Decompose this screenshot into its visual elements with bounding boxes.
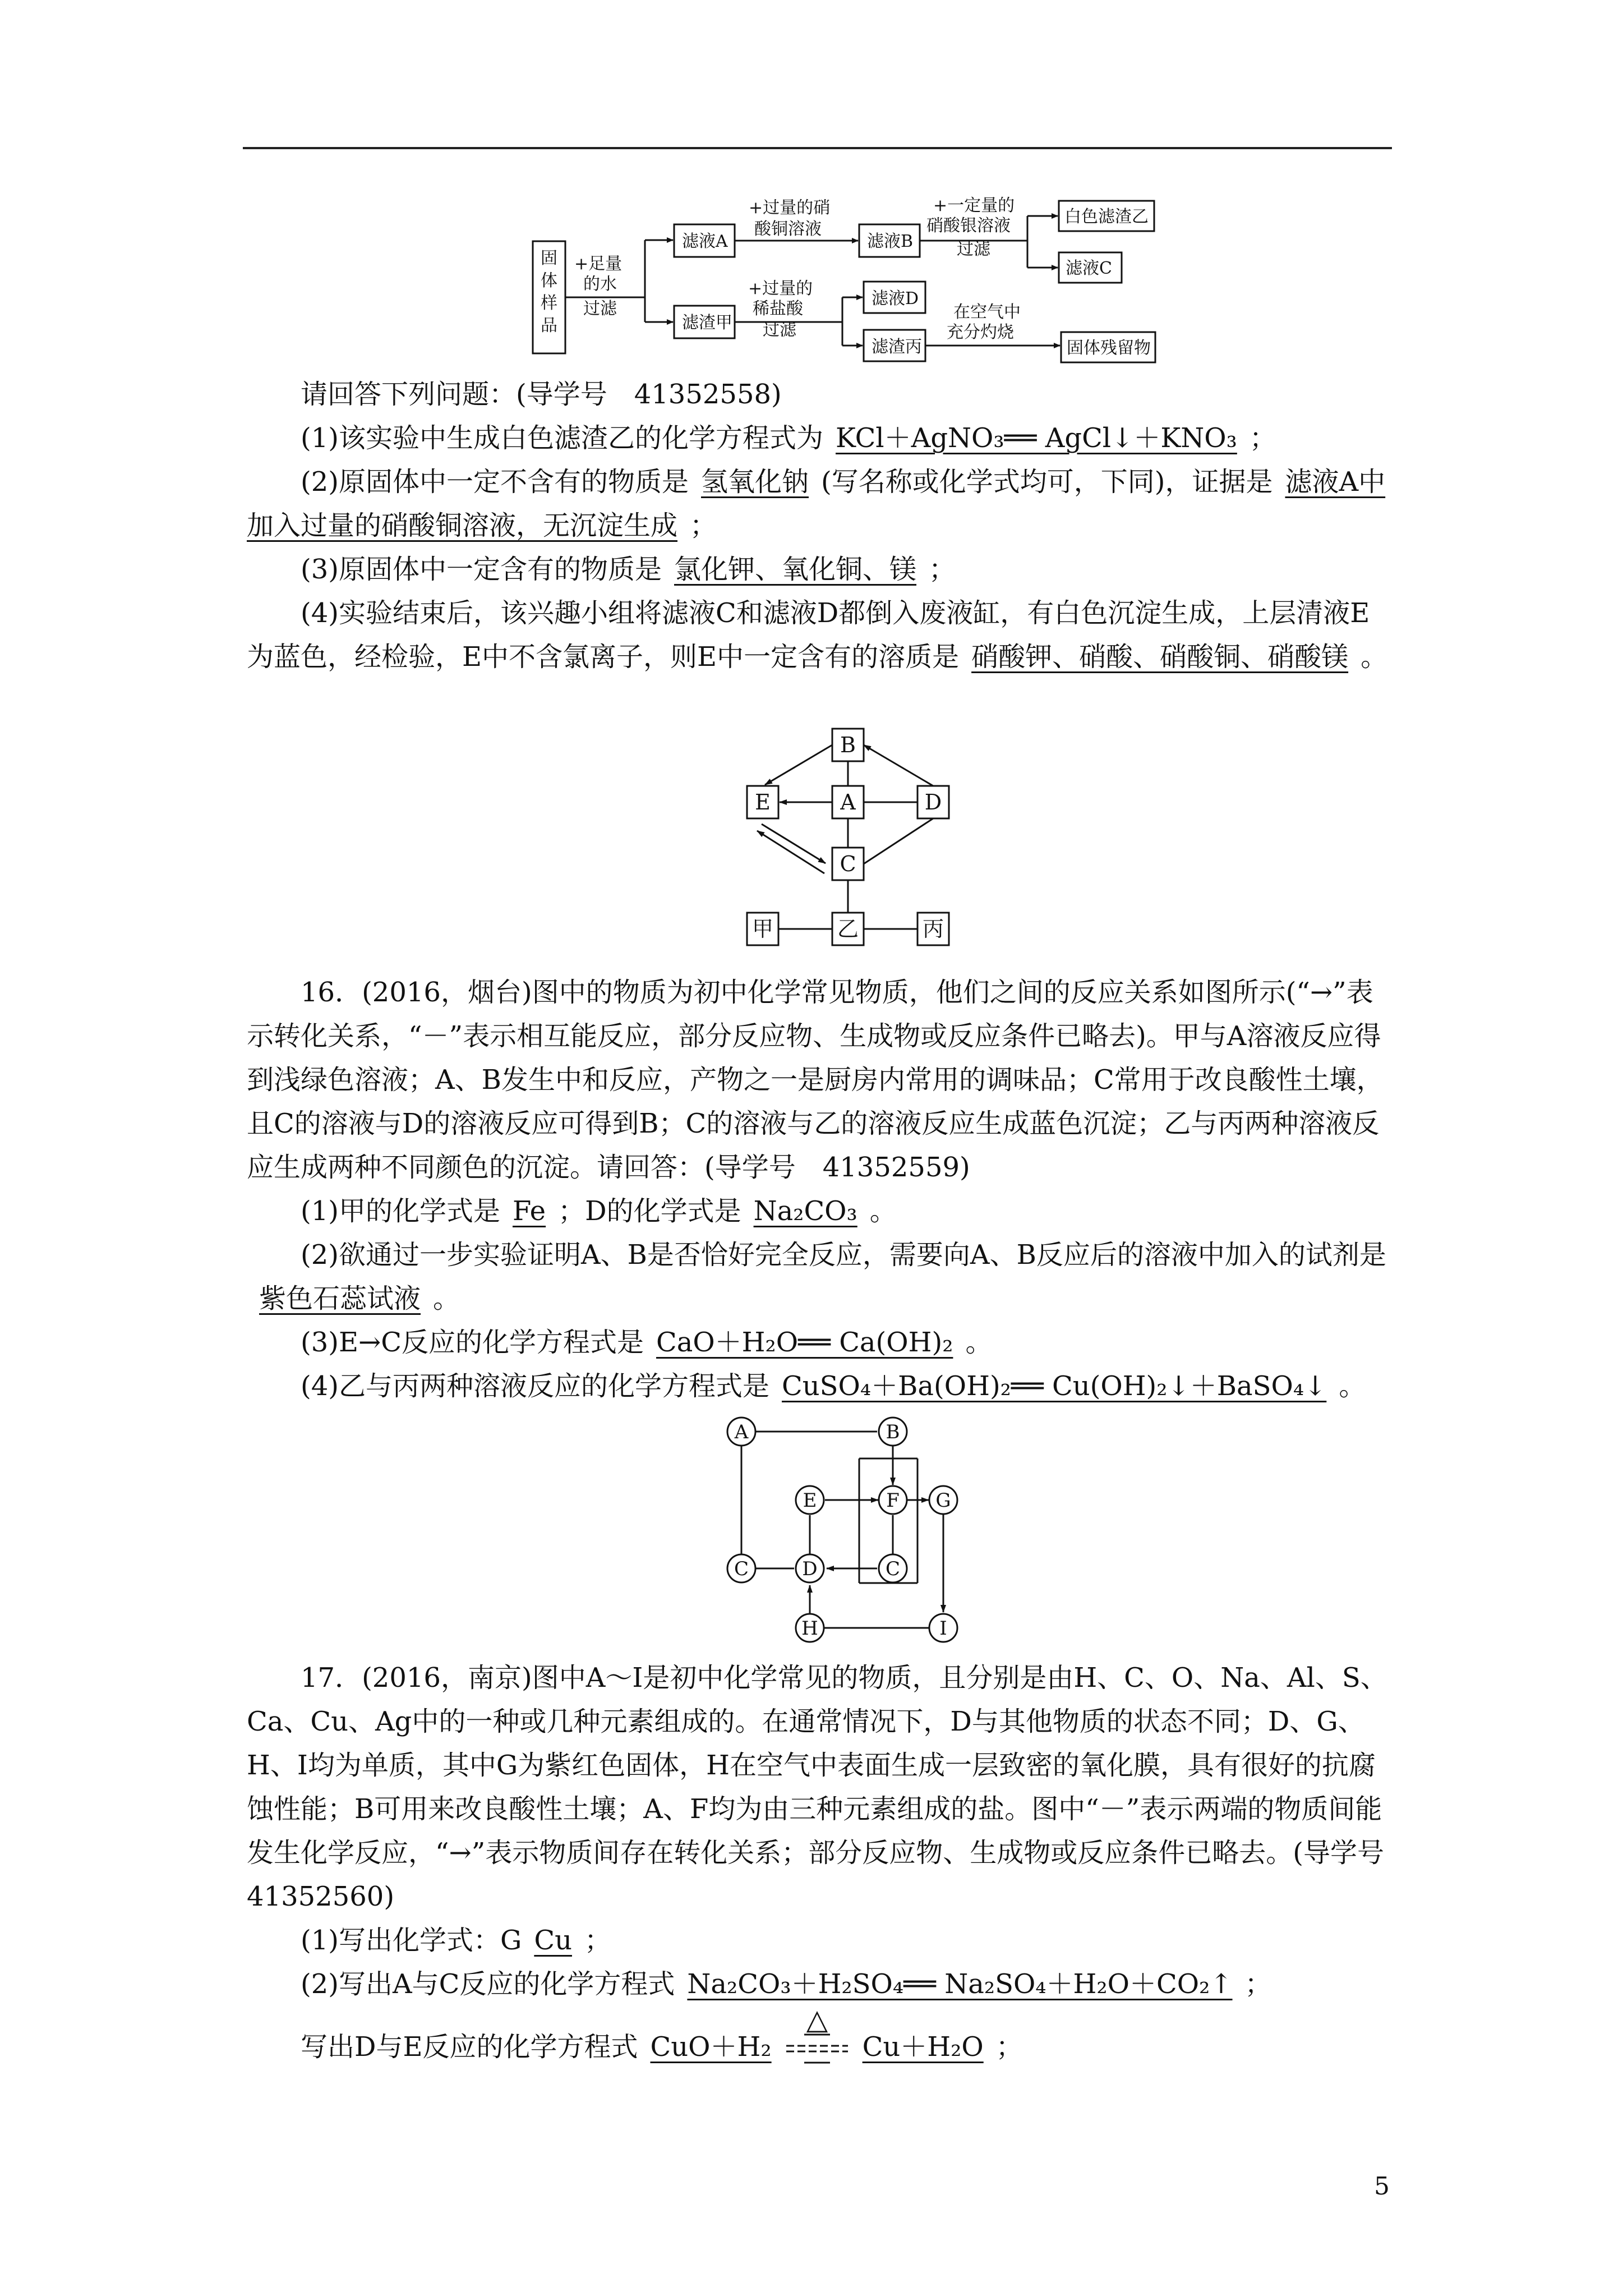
- q17-part3: 写出D与E反应的化学方程式 CuO＋H₂ △ Cu＋H₂O ；: [247, 2025, 1391, 2069]
- q16-relation-diagram: [740, 726, 965, 962]
- step4-line1: +过量的: [748, 279, 813, 298]
- answer-blank: KCl＋AgNO₃══ AgCl↓＋KNO₃: [836, 422, 1237, 454]
- residue-yi-label: 白色滤渣乙: [1064, 207, 1149, 227]
- q15-block: [247, 372, 1391, 679]
- q16-part3: (3)E→C反应的化学方程式是 CaO＋H₂O══ Ca(OH)₂ 。: [301, 1327, 993, 1358]
- answer-blank: 氢氧化钠: [701, 466, 809, 498]
- node-e: E: [803, 1489, 817, 1512]
- node-b: B: [886, 1421, 900, 1443]
- q15-part3: (3)原固体中一定含有的物质是 氯化钾、氧化铜、镁 ；: [301, 554, 956, 585]
- node-c-left: C: [734, 1558, 749, 1580]
- node-yi: 乙: [837, 917, 859, 941]
- node-bing: 丙: [922, 917, 944, 941]
- q16-part1: (1)甲的化学式是 Fe ；D的化学式是 Na₂CO₃ 。: [301, 1195, 897, 1227]
- q15-prompt: 请回答下列问题：(导学号 41352558): [301, 379, 782, 410]
- step1-line3: 过滤: [583, 299, 617, 319]
- node-g: G: [935, 1489, 951, 1512]
- step5-line2: 充分灼烧: [947, 323, 1014, 342]
- step2-line1: +过量的硝: [749, 198, 831, 218]
- node-a: A: [840, 790, 856, 815]
- answer-blank: Fe: [513, 1195, 546, 1227]
- filtrate-a-label: 滤液A: [682, 232, 728, 251]
- node-f: F: [886, 1489, 900, 1512]
- residue-bing-label: 滤渣丙: [872, 337, 922, 357]
- filtrate-b-label: 滤液B: [867, 232, 914, 251]
- answer-blank: Na₂CO₃: [753, 1195, 857, 1227]
- q15-part2: (2)原固体中一定不含有的物质是 氢氧化钠 (写名称或化学式均可，下同)，证据是 滤液A中加入过量的硝酸铜溶液，无沉淀生成 ；: [247, 466, 1386, 541]
- q16-stem: 16．(2016，烟台)图中的物质为初中化学常见物质，他们之间的反应关系如图所示(“→”表示转化关系，“－”表示相互能反应，部分反应物、生成物或反应条件已略去)。甲与A溶液反应得到浅绿色溶液；A、B发生中和反应，产物之一是厨房内常用的调味品；C常用于改良酸性土壤，且C的溶液与D的溶液反应可得到B；C的溶液与乙的溶液反应生成蓝色沉淀；乙与丙两种溶液反应生成两种不同颜色的沉淀。请回答：(导学号 41352559): [247, 977, 1384, 1183]
- answer-blank: CuO＋H₂: [650, 2031, 772, 2063]
- step4-line2: 稀盐酸: [753, 299, 803, 319]
- step5-line1: 在空气中: [953, 302, 1021, 322]
- step2-line2: 酸铜溶液: [754, 219, 822, 239]
- step3-line2: 硝酸银溶液: [926, 216, 1011, 236]
- node-d: D: [924, 790, 942, 815]
- step4-line3: 过滤: [763, 320, 796, 340]
- step1-line1: +足量: [574, 254, 623, 274]
- answer-blank: 硝酸钾、硝酸、硝酸铜、硝酸镁: [971, 641, 1349, 673]
- filtrate-c-label: 滤液C: [1066, 259, 1112, 278]
- solid-residue-label: 固体残留物: [1067, 338, 1151, 358]
- q17-block: [247, 1656, 1412, 2069]
- q15-part4: (4)实验结束后，该兴趣小组将滤液C和滤液D都倒入废液缸，有白色沉淀生成，上层清液E为蓝色，经检验，E中不含氯离子，则E中一定含有的溶质是 硝酸钾、硝酸、硝酸铜、硝酸镁 。: [247, 597, 1388, 673]
- answer-blank: Na₂CO₃＋H₂SO₄══ Na₂SO₄＋H₂O＋CO₂↑: [687, 1968, 1233, 2000]
- q17-part1: (1)写出化学式：G Cu ；: [301, 1925, 611, 1956]
- step3-line3: 过滤: [957, 240, 990, 259]
- node-e: E: [755, 790, 771, 815]
- q16-block: [247, 970, 1391, 1408]
- q17-stem: 17．(2016，南京)图中A～I是初中化学常见的物质，且分别是由H、C、O、Na、Al、S、Ca、Cu、Ag中的一种或几种元素组成的。在通常情况下，D与其他物质的状态不同；D、G、H、I均为单质，其中G为紫红色固体，H在空气中表面生成一层致密的氧化膜，具有很好的抗腐蚀性能；B可用来改良酸性土壤；A、F均为由三种元素组成的盐。图中“－”表示两端的物质间能发生化学反应，“→”表示物质间存在转化关系；部分反应物、生成物或反应条件已略去。(导学号 41352560): [247, 1662, 1412, 1912]
- node-a: A: [734, 1421, 749, 1443]
- answer-blank: Cu＋H₂O: [862, 2031, 984, 2063]
- q17-relation-diagram: [725, 1415, 983, 1650]
- experiment-flowchart: [527, 185, 1178, 376]
- answer-blank: 紫色石蕊试液: [259, 1283, 421, 1314]
- node-d: D: [802, 1558, 818, 1580]
- residue-jia-label: 滤渣甲: [682, 313, 732, 333]
- filtrate-d-label: 滤液D: [872, 289, 919, 309]
- solid-sample-label: 固体样品: [541, 249, 557, 335]
- node-c: C: [840, 852, 856, 876]
- answer-blank: Cu: [534, 1925, 572, 1956]
- answer-blank: 滤液A中加入过量的硝酸铜溶液，无沉淀生成: [247, 466, 1386, 541]
- answer-blank: CuSO₄＋Ba(OH)₂══ Cu(OH)₂↓＋BaSO₄↓: [782, 1370, 1327, 1402]
- q16-part4: (4)乙与丙两种溶液反应的化学方程式是 CuSO₄＋Ba(OH)₂══ Cu(OH)₂↓＋BaSO₄↓ 。: [301, 1370, 1366, 1402]
- step1-line2: 的水: [583, 274, 617, 294]
- step3-line1: +一定量的: [933, 196, 1015, 215]
- answer-blank: CaO＋H₂O══ Ca(OH)₂: [656, 1327, 953, 1358]
- node-c-right: C: [885, 1558, 901, 1580]
- node-h: H: [801, 1617, 818, 1640]
- node-i: I: [939, 1617, 947, 1640]
- q15-part1: (1)该实验中生成白色滤渣乙的化学方程式为 KCl＋AgNO₃══ AgCl↓＋KNO₃ ；: [301, 422, 1276, 454]
- node-b: B: [840, 733, 856, 757]
- page-number: 5: [1374, 2172, 1390, 2201]
- q17-part2: (2)写出A与C反应的化学方程式 Na₂CO₃＋H₂SO₄══ Na₂SO₄＋H₂O＋CO₂↑ ；: [301, 1968, 1272, 2000]
- heating-condition-sign: [784, 2003, 850, 2066]
- header-rule: [243, 147, 1392, 149]
- heat-triangle: △: [806, 2003, 828, 2036]
- q16-part2: (2)欲通过一步实验证明A、B是否恰好完全反应，需要向A、B反应后的溶液中加入的试剂是紫色石蕊试液 。: [247, 1233, 1391, 1320]
- answer-blank: 氯化钾、氧化铜、镁: [674, 554, 917, 585]
- node-jia: 甲: [751, 917, 774, 941]
